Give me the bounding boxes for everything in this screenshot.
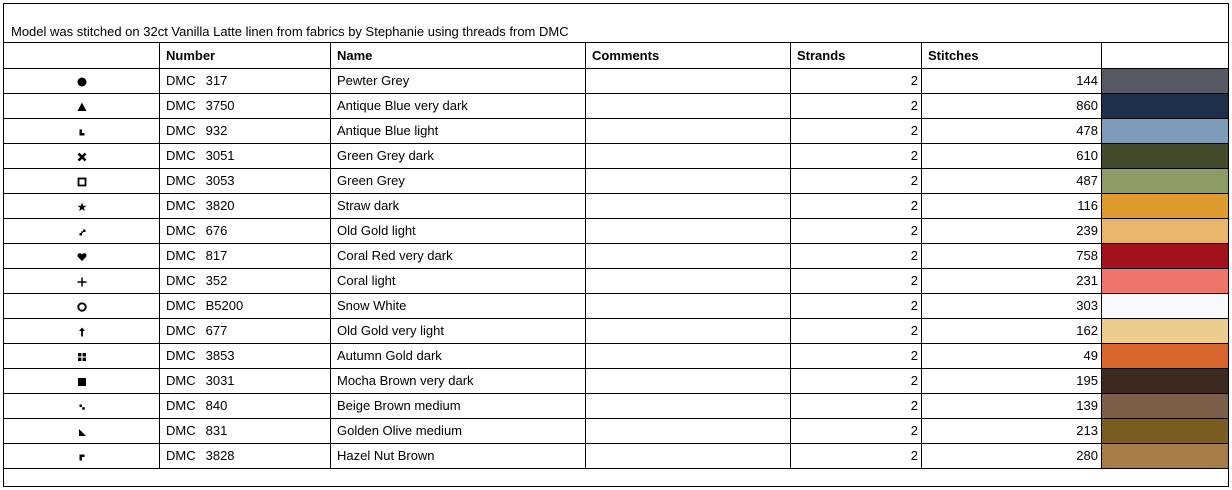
thread-code: 3051 [205,148,235,163]
color-swatch [1102,344,1229,368]
thread-brand: DMC [166,98,196,113]
thread-name-cell: Mocha Brown very dark [331,369,586,394]
thread-number-cell [160,294,331,319]
strands-cell: 2 [791,169,922,194]
star-icon [75,200,89,214]
thread-name-cell: Coral Red very dark [331,244,586,269]
comments-cell [586,244,791,269]
table-row [4,269,1230,294]
color-swatch [1102,194,1229,218]
stitches-cell: 758 [922,244,1102,269]
color-swatch [1102,294,1229,318]
thread-number-cell [160,419,331,444]
corner-triangle-icon [75,425,89,439]
four-squares-icon [75,350,89,364]
thread-brand: DMC [166,123,196,138]
plus-icon [75,275,89,289]
thread-number-cell [160,244,331,269]
open-circle-icon [75,300,89,314]
color-swatch-cell [1102,219,1230,244]
thread-brand: DMC [166,273,196,288]
small-diagonal-icon [75,400,89,414]
stitches-cell: 860 [922,94,1102,119]
thread-table [3,42,1229,469]
table-row [4,344,1230,369]
strands-cell: 2 [791,69,922,94]
color-swatch [1102,119,1229,143]
stitches-cell: 239 [922,219,1102,244]
strands-cell: 2 [791,269,922,294]
thread-name-cell: Antique Blue very dark [331,94,586,119]
column-header-name: Name [331,43,586,69]
symbol-cell [4,144,160,169]
thread-code: 3853 [205,348,235,363]
comments-cell [586,69,791,94]
color-swatch-cell [1102,94,1230,119]
thread-number-cell [160,444,331,469]
color-swatch-cell [1102,369,1230,394]
strands-cell: 2 [791,319,922,344]
color-swatch [1102,369,1229,393]
symbol-cell [4,169,160,194]
table-row [4,244,1230,269]
x-mark-icon [75,150,89,164]
thread-code: 677 [205,323,228,338]
comments-cell [586,294,791,319]
color-swatch-cell [1102,119,1230,144]
color-swatch-cell [1102,419,1230,444]
thread-number-cell [160,69,331,94]
thread-code: 831 [205,423,228,438]
column-header-number: Number [160,43,331,69]
thread-brand: DMC [166,198,196,213]
color-swatch-cell [1102,169,1230,194]
table-row [4,94,1230,119]
table-row [4,169,1230,194]
thread-name-cell: Straw dark [331,194,586,219]
thread-brand: DMC [166,423,196,438]
legend-caption: Model was stitched on 32ct Vanilla Latte linen from fabrics by Stephanie using threads from DMC [11,24,569,39]
stitches-cell: 139 [922,394,1102,419]
strands-cell: 2 [791,344,922,369]
thread-brand: DMC [166,348,196,363]
strands-cell: 2 [791,294,922,319]
thread-code: 3053 [205,173,235,188]
symbol-cell [4,319,160,344]
thread-code: 3828 [205,448,235,463]
thread-number-cell [160,94,331,119]
strands-cell: 2 [791,394,922,419]
symbol-cell [4,369,160,394]
thread-brand: DMC [166,323,196,338]
comments-cell [586,344,791,369]
color-swatch [1102,269,1229,293]
thread-brand: DMC [166,298,196,313]
comments-cell [586,144,791,169]
thread-code: 3750 [205,98,235,113]
stitches-cell: 49 [922,344,1102,369]
symbol-cell [4,294,160,319]
comments-cell [586,319,791,344]
thread-name-cell: Snow White [331,294,586,319]
thread-name-cell: Autumn Gold dark [331,344,586,369]
color-swatch-cell [1102,69,1230,94]
thread-brand: DMC [166,148,196,163]
thread-name-cell: Antique Blue light [331,119,586,144]
stitches-cell: 116 [922,194,1102,219]
color-swatch-cell [1102,344,1230,369]
thread-number-cell [160,369,331,394]
thread-code: 817 [205,248,228,263]
color-swatch [1102,319,1229,343]
column-header-color [1102,43,1230,69]
thread-name-cell: Beige Brown medium [331,394,586,419]
thread-brand: DMC [166,398,196,413]
table-row [4,419,1230,444]
symbol-cell [4,194,160,219]
comments-cell [586,169,791,194]
thread-number-cell [160,119,331,144]
filled-triangle-icon [75,100,89,114]
comments-cell [586,269,791,294]
stitches-cell: 195 [922,369,1102,394]
stitches-cell: 144 [922,69,1102,94]
thread-code: 352 [205,273,228,288]
strands-cell: 2 [791,194,922,219]
color-swatch-cell [1102,444,1230,469]
thread-name-cell: Old Gold light [331,219,586,244]
table-row [4,119,1230,144]
symbol-cell [4,444,160,469]
column-header-stitches: Stitches [922,43,1102,69]
column-header-symbol [4,43,160,69]
symbol-cell [4,69,160,94]
stitches-cell: 162 [922,319,1102,344]
thread-code: 317 [205,73,228,88]
thread-brand: DMC [166,248,196,263]
color-swatch [1102,219,1229,243]
symbol-cell [4,219,160,244]
table-row [4,144,1230,169]
color-swatch [1102,244,1229,268]
l-shape-icon [75,125,89,139]
r-shape-icon [75,450,89,464]
thread-name-cell: Golden Olive medium [331,419,586,444]
thread-number-cell [160,394,331,419]
comments-cell [586,444,791,469]
thread-table-body [4,69,1230,469]
thread-brand: DMC [166,173,196,188]
stitches-cell: 303 [922,294,1102,319]
thread-code: 840 [205,398,228,413]
stitches-cell: 231 [922,269,1102,294]
strands-cell: 2 [791,444,922,469]
color-swatch-cell [1102,269,1230,294]
symbol-cell [4,344,160,369]
thread-name-cell: Hazel Nut Brown [331,444,586,469]
table-row [4,194,1230,219]
thread-code: 932 [205,123,228,138]
heart-icon [75,250,89,264]
symbol-cell [4,269,160,294]
thread-number-cell [160,219,331,244]
strands-cell: 2 [791,419,922,444]
table-row [4,444,1230,469]
stitches-cell: 610 [922,144,1102,169]
color-swatch [1102,69,1229,93]
symbol-cell [4,419,160,444]
thread-number-cell [160,144,331,169]
color-swatch [1102,444,1229,468]
thread-brand: DMC [166,373,196,388]
table-row [4,294,1230,319]
thread-brand: DMC [166,223,196,238]
stitches-cell: 478 [922,119,1102,144]
comments-cell [586,419,791,444]
color-swatch-cell [1102,294,1230,319]
thread-name-cell: Old Gold very light [331,319,586,344]
table-row [4,319,1230,344]
stitches-cell: 487 [922,169,1102,194]
thread-name-cell: Coral light [331,269,586,294]
filled-circle-icon [75,75,89,89]
thread-name-cell: Pewter Grey [331,69,586,94]
strands-cell: 2 [791,244,922,269]
thread-code: 3031 [205,373,235,388]
color-swatch [1102,419,1229,443]
thread-brand: DMC [166,448,196,463]
strands-cell: 2 [791,119,922,144]
strands-cell: 2 [791,144,922,169]
color-swatch-cell [1102,244,1230,269]
table-row [4,394,1230,419]
strands-cell: 2 [791,219,922,244]
comments-cell [586,369,791,394]
comments-cell [586,194,791,219]
open-square-icon [75,175,89,189]
dagger-icon [75,325,89,339]
table-header-row [4,43,1230,69]
table-row [4,219,1230,244]
comments-cell [586,119,791,144]
comments-cell [586,219,791,244]
color-swatch [1102,94,1229,118]
color-swatch-cell [1102,144,1230,169]
color-swatch-cell [1102,394,1230,419]
thread-number-cell [160,319,331,344]
thread-number-cell [160,344,331,369]
thread-number-cell [160,269,331,294]
thread-code: B5200 [205,298,244,313]
thread-name-cell: Green Grey [331,169,586,194]
stitches-cell: 280 [922,444,1102,469]
strands-cell: 2 [791,94,922,119]
strands-cell: 2 [791,369,922,394]
comments-cell [586,394,791,419]
diagonal-steps-icon [75,225,89,239]
thread-legend-sheet [3,3,1229,487]
thread-number-cell [160,169,331,194]
table-row [4,369,1230,394]
color-swatch [1102,169,1229,193]
color-swatch-cell [1102,319,1230,344]
color-swatch-cell [1102,194,1230,219]
thread-number-cell [160,194,331,219]
symbol-cell [4,94,160,119]
symbol-cell [4,244,160,269]
color-swatch [1102,144,1229,168]
thread-brand: DMC [166,73,196,88]
column-header-strands: Strands [791,43,922,69]
thread-name-cell: Green Grey dark [331,144,586,169]
filled-square-icon [75,375,89,389]
symbol-cell [4,394,160,419]
column-header-comments: Comments [586,43,791,69]
table-row [4,69,1230,94]
stitches-cell: 213 [922,419,1102,444]
symbol-cell [4,119,160,144]
color-swatch [1102,394,1229,418]
thread-code: 3820 [205,198,235,213]
thread-code: 676 [205,223,228,238]
comments-cell [586,94,791,119]
